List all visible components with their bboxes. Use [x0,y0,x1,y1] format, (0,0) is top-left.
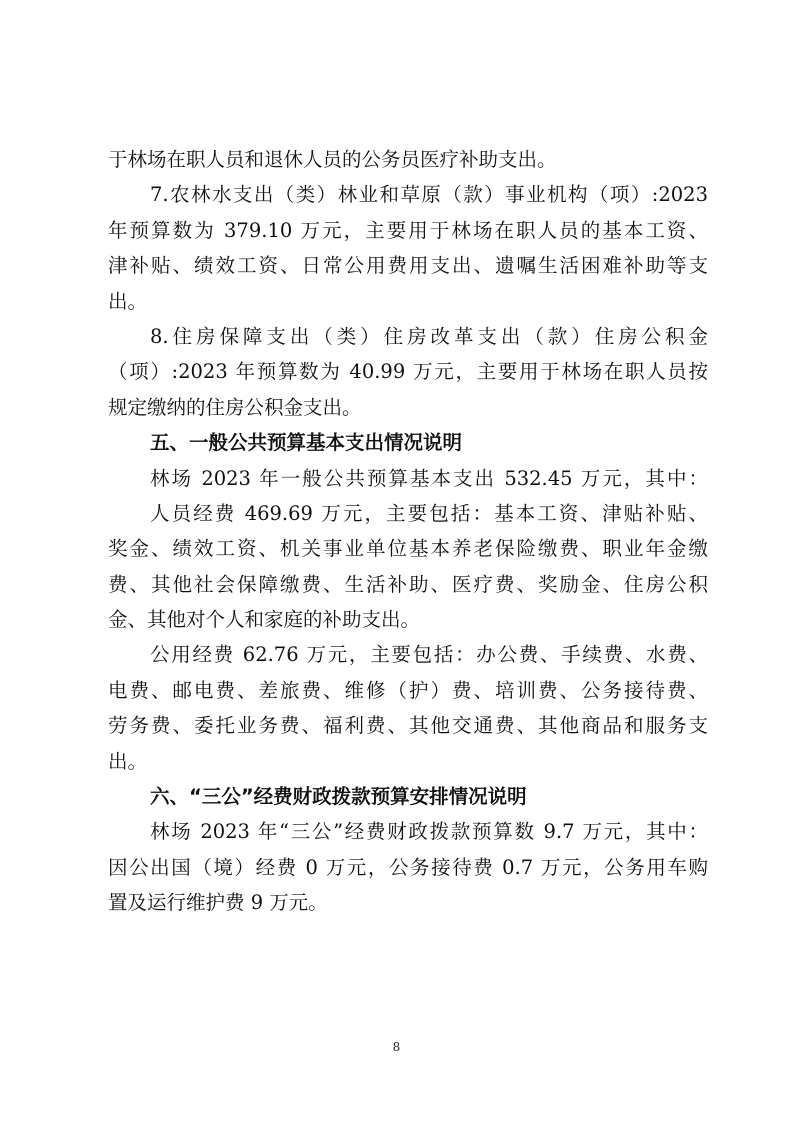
paragraph-line: 规定缴纳的住房公积金支出。 [108,395,362,419]
paragraph-line: 劳务费、委托业务费、福利费、其他交通费、其他商品和服务支 [108,714,708,738]
paragraph-line: 置及运行维护费 9 万元。 [108,891,328,915]
paragraph-line: 因公出国（境）经费 0 万元，公务接待费 0.7 万元，公务用车购 [108,855,708,879]
paragraph-line: 8.住房保障支出（类）住房改革支出（款）住房公积金 [150,324,708,348]
paragraph-line: 出。 [108,289,148,313]
section-heading: 六、“三公”经费财政拨款预算安排情况说明 [150,785,527,809]
paragraph-line: 电费、邮电费、差旅费、维修（护）费、培训费、公务接待费、 [108,678,708,702]
document-body [108,142,708,921]
paragraph-line: 金、其他对个人和家庭的补助支出。 [108,608,421,632]
paragraph-line: 林场 2023 年一般公共预算基本支出 532.45 万元，其中： [150,466,708,490]
paragraph-line: 于林场在职人员和退休人员的公务员医疗补助支出。 [108,148,557,171]
paragraph-line: 津补贴、绩效工资、日常公用费用支出、遗嘱生活困难补助等支 [108,254,708,278]
paragraph-line: 公用经费 62.76 万元，主要包括：办公费、手续费、水费、 [150,643,708,667]
paragraph-line: （项）:2023 年预算数为 40.99 万元，主要用于林场在职人员按 [108,360,708,384]
paragraph-line: 费、其他社会保障缴费、生活补助、医疗费、奖励金、住房公积 [108,572,708,596]
page-number: 8 [392,1040,401,1054]
paragraph-line: 年预算数为 379.10 万元，主要用于林场在职人员的基本工资、 [108,218,708,242]
paragraph-line: 7.农林水支出（类）林业和草原（款）事业机构（项）:2023 [150,183,708,207]
section-heading: 五、一般公共预算基本支出情况说明 [150,431,463,455]
paragraph-line: 人员经费 469.69 万元，主要包括：基本工资、津贴补贴、 [150,501,708,525]
paragraph-line: 奖金、绩效工资、机关事业单位基本养老保险缴费、职业年金缴 [108,537,708,561]
paragraph-line: 出。 [108,749,148,773]
paragraph-line: 林场 2023 年“三公”经费财政拨款预算数 9.7 万元，其中： [150,820,708,844]
